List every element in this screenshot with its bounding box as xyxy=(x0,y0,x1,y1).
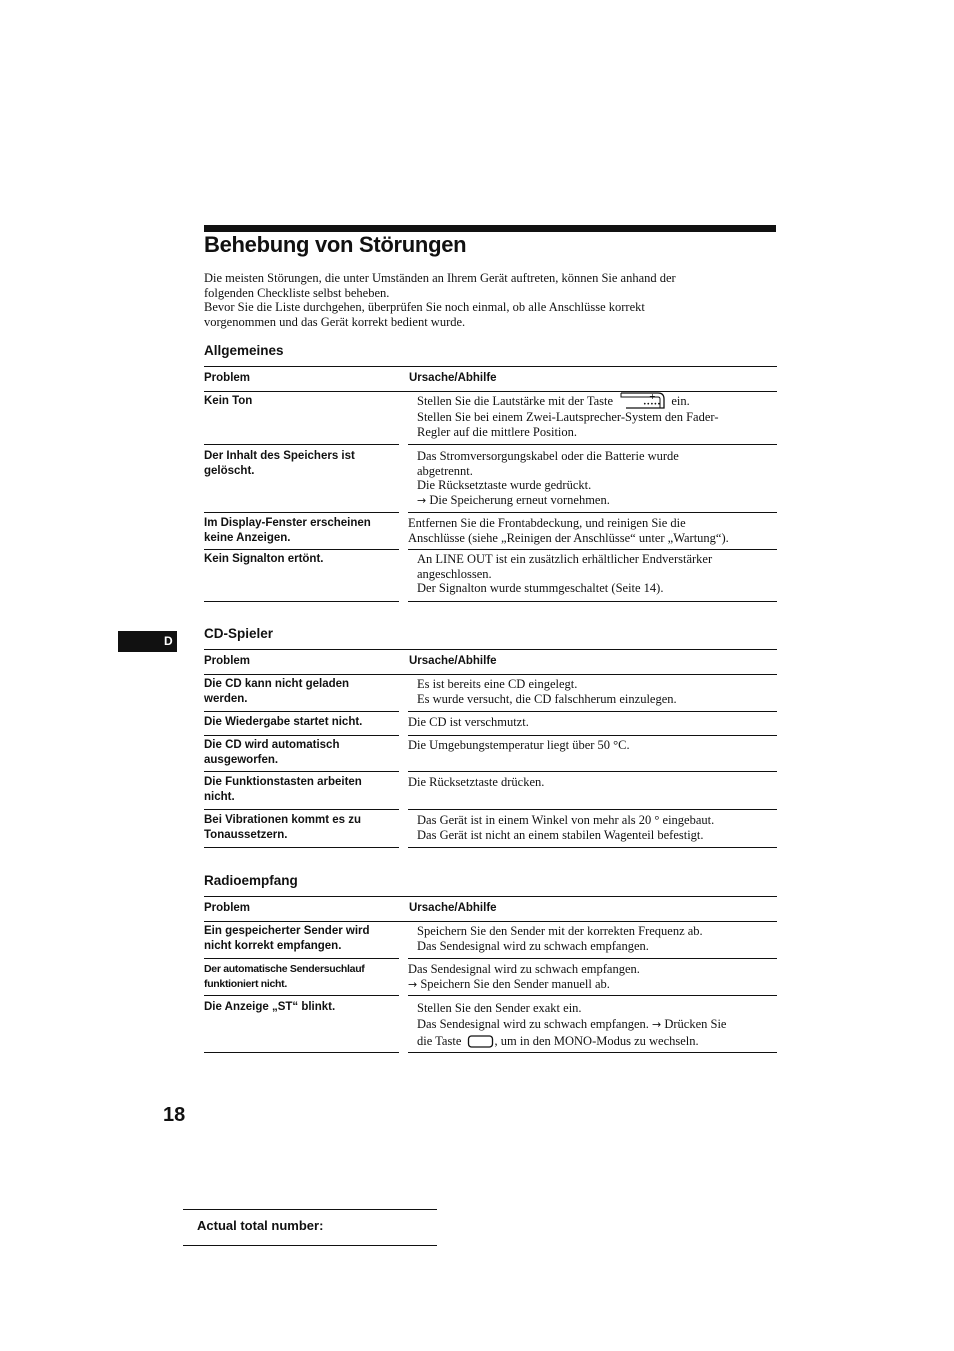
table-cd xyxy=(204,649,777,848)
table-row xyxy=(204,772,777,810)
problem-cell xyxy=(204,675,399,712)
col-header-problem: Problem xyxy=(204,655,251,667)
problem-cell xyxy=(204,392,399,445)
col-header-remedy: Ursache/Abhilfe xyxy=(409,902,497,914)
table-header xyxy=(204,649,777,675)
remedy-line xyxy=(417,1016,777,1033)
page-number: 18 xyxy=(163,1104,186,1126)
remedy-text: Drücken Sie xyxy=(664,1017,727,1031)
remedy-line: angeschlossen. xyxy=(417,566,492,581)
problem-cell xyxy=(204,513,399,550)
col-header-remedy: Ursache/Abhilfe xyxy=(409,372,497,384)
table-row xyxy=(204,996,777,1053)
remedy-text: die Taste xyxy=(417,1034,462,1048)
remedy-text: Speichern Sie den Sender manuell ab. xyxy=(420,976,610,991)
footer-box xyxy=(183,1209,437,1246)
problem-text: Kein Ton xyxy=(204,395,253,407)
remedy-line: Die CD ist verschmutzt. xyxy=(408,715,529,729)
remedy-line: Speichern Sie den Sender mit der korrekten Frequenz ab. xyxy=(417,924,703,938)
remedy-line: Das Sendesignal wird zu schwach empfangen. xyxy=(408,962,640,976)
remedy-line xyxy=(417,1033,777,1049)
remedy-line: Der Signalton wurde stummgeschaltet (Seite 14). xyxy=(417,581,664,595)
problem-text: Ein gespeicherter Sender wird xyxy=(204,925,370,937)
arrow-icon: → xyxy=(408,977,418,991)
remedy-line: Das Gerät ist in einem Winkel von mehr als 20 ° eingebaut. xyxy=(417,813,715,827)
remedy-line: Es ist bereits eine CD eingelegt. xyxy=(417,677,578,691)
problem-text: Die Wiedergabe startet nicht. xyxy=(204,716,363,728)
intro-line: folgenden Checkliste selbst beheben. xyxy=(204,285,390,300)
problem-cell xyxy=(204,772,399,810)
col-header-problem: Problem xyxy=(204,372,251,384)
problem-text: Der Inhalt des Speichers ist xyxy=(204,450,355,462)
title-rule xyxy=(204,225,776,232)
remedy-cell xyxy=(408,810,777,848)
problem-cell xyxy=(204,810,399,848)
table-row xyxy=(204,513,777,550)
problem-cell xyxy=(204,445,399,513)
remedy-text: Die Speicherung erneut vornehmen. xyxy=(429,492,610,507)
table-header xyxy=(204,366,777,392)
table-row xyxy=(204,922,777,959)
problem-text: Die CD wird automatisch xyxy=(204,739,340,751)
problem-text: keine Anzeigen. xyxy=(204,531,291,544)
problem-text: ausgeworfen. xyxy=(204,753,279,766)
problem-text: nicht korrekt empfangen. xyxy=(204,939,342,952)
remedy-line xyxy=(417,493,777,509)
problem-cell xyxy=(204,959,399,996)
problem-cell xyxy=(204,736,399,772)
remedy-line: An LINE OUT ist ein zusätzlich erhältlicher Endverstärker xyxy=(417,552,713,566)
remedy-cell xyxy=(408,712,777,736)
remedy-line: Es wurde versucht, die CD falschherum einzulegen. xyxy=(417,691,677,706)
table-header xyxy=(204,896,777,922)
section-title-radio: Radioempfang xyxy=(204,873,298,888)
remedy-cell xyxy=(408,772,777,810)
section-title-general: Allgemeines xyxy=(204,343,284,358)
intro-line: vorgenommen und das Gerät korrekt bedient wurde. xyxy=(204,314,466,329)
arrow-icon: → xyxy=(652,1018,662,1031)
intro-line: Die meisten Störungen, die unter Umständen an Ihrem Gerät auftreten, können Sie anhand der xyxy=(204,271,676,285)
remedy-line xyxy=(417,394,777,410)
volume-button-icon xyxy=(620,390,666,410)
remedy-cell xyxy=(408,959,777,996)
problem-text: funktioniert nicht. xyxy=(204,977,287,990)
problem-text: Bei Vibrationen kommt es zu xyxy=(204,814,361,826)
remedy-line: Die Rücksetztaste drücken. xyxy=(408,775,545,789)
table-row xyxy=(204,736,777,772)
remedy-cell xyxy=(408,996,777,1053)
problem-cell xyxy=(204,550,399,602)
remedy-line: Das Gerät ist nicht an einem stabilen Wagenteil befestigt. xyxy=(417,827,704,842)
intro-text xyxy=(204,271,776,329)
problem-text: Die CD kann nicht geladen xyxy=(204,678,350,690)
intro-line: Bevor Sie die Liste durchgehen, überprüfen Sie noch einmal, ob alle Anschlüsse korrekt xyxy=(204,300,645,314)
table-row xyxy=(204,445,777,513)
svg-text:+: + xyxy=(649,392,656,402)
remedy-line: abgetrennt. xyxy=(417,463,473,478)
remedy-cell xyxy=(408,513,777,550)
remedy-line: Stellen Sie den Sender exakt ein. xyxy=(417,1001,582,1015)
remedy-line: Die Umgebungstemperatur liegt über 50 °C. xyxy=(408,738,630,752)
table-row xyxy=(204,810,777,848)
remedy-line: Stellen Sie bei einem Zwei-Lautsprecher-System den Fader- xyxy=(417,410,719,425)
remedy-line: Die Rücksetztaste wurde gedrückt. xyxy=(417,478,592,492)
page-title: Behebung von Störungen xyxy=(204,232,467,257)
problem-text: Die Funktionstasten arbeiten xyxy=(204,776,362,788)
problem-text: Die Anzeige „ST“ blinkt. xyxy=(204,1001,336,1013)
remedy-text: Stellen Sie die Lautstärke mit der Taste xyxy=(417,394,614,408)
remedy-cell xyxy=(408,392,777,445)
table-general xyxy=(204,366,777,602)
table-radio xyxy=(204,896,777,1053)
table-row xyxy=(204,675,777,712)
problem-text: werden. xyxy=(204,692,248,705)
problem-text: Im Display-Fenster erscheinen xyxy=(204,517,371,529)
language-tab xyxy=(118,631,177,652)
remedy-text: Das Sendesignal wird zu schwach empfangen. xyxy=(417,1017,649,1031)
problem-text: Der automatische Sendersuchlauf xyxy=(204,963,365,975)
remedy-text: ein. xyxy=(671,394,690,408)
language-tab-label: D xyxy=(164,634,173,648)
col-header-remedy: Ursache/Abhilfe xyxy=(409,655,497,667)
table-row xyxy=(204,712,777,736)
problem-cell xyxy=(204,922,399,959)
remedy-cell xyxy=(408,736,777,772)
remedy-text: , um in den MONO-Modus zu wechseln. xyxy=(494,1034,699,1048)
remedy-line: Regler auf die mittlere Position. xyxy=(417,424,578,439)
remedy-cell xyxy=(408,675,777,712)
col-header-problem: Problem xyxy=(204,902,251,914)
table-row xyxy=(204,959,777,996)
problem-text: Tonaussetzern. xyxy=(204,828,288,841)
remedy-cell xyxy=(408,445,777,513)
problem-text: nicht. xyxy=(204,790,235,803)
remedy-line: Das Sendesignal wird zu schwach empfangen. xyxy=(417,938,649,953)
remedy-line: Das Stromversorgungskabel oder die Batterie wurde xyxy=(417,449,679,463)
remedy-cell xyxy=(408,922,777,959)
section-title-cd: CD-Spieler xyxy=(204,626,274,641)
footer-label: Actual total number: xyxy=(197,1218,324,1233)
problem-text: Kein Signalton ertönt. xyxy=(204,553,324,565)
problem-text: gelöscht. xyxy=(204,464,255,477)
table-row xyxy=(204,392,777,445)
table-row xyxy=(204,550,777,602)
remedy-line: Anschlüsse (siehe „Reinigen der Anschlüsse“ unter „Wartung“). xyxy=(408,530,729,545)
problem-cell xyxy=(204,712,399,736)
arrow-icon: → xyxy=(417,493,427,507)
remedy-cell xyxy=(408,550,777,602)
remedy-line: Entfernen Sie die Frontabdeckung, und reinigen Sie die xyxy=(408,516,686,530)
problem-cell xyxy=(204,996,399,1053)
remedy-line xyxy=(408,977,777,993)
svg-text:•••••: ••••• xyxy=(643,401,661,409)
mono-button-icon xyxy=(467,1034,495,1049)
